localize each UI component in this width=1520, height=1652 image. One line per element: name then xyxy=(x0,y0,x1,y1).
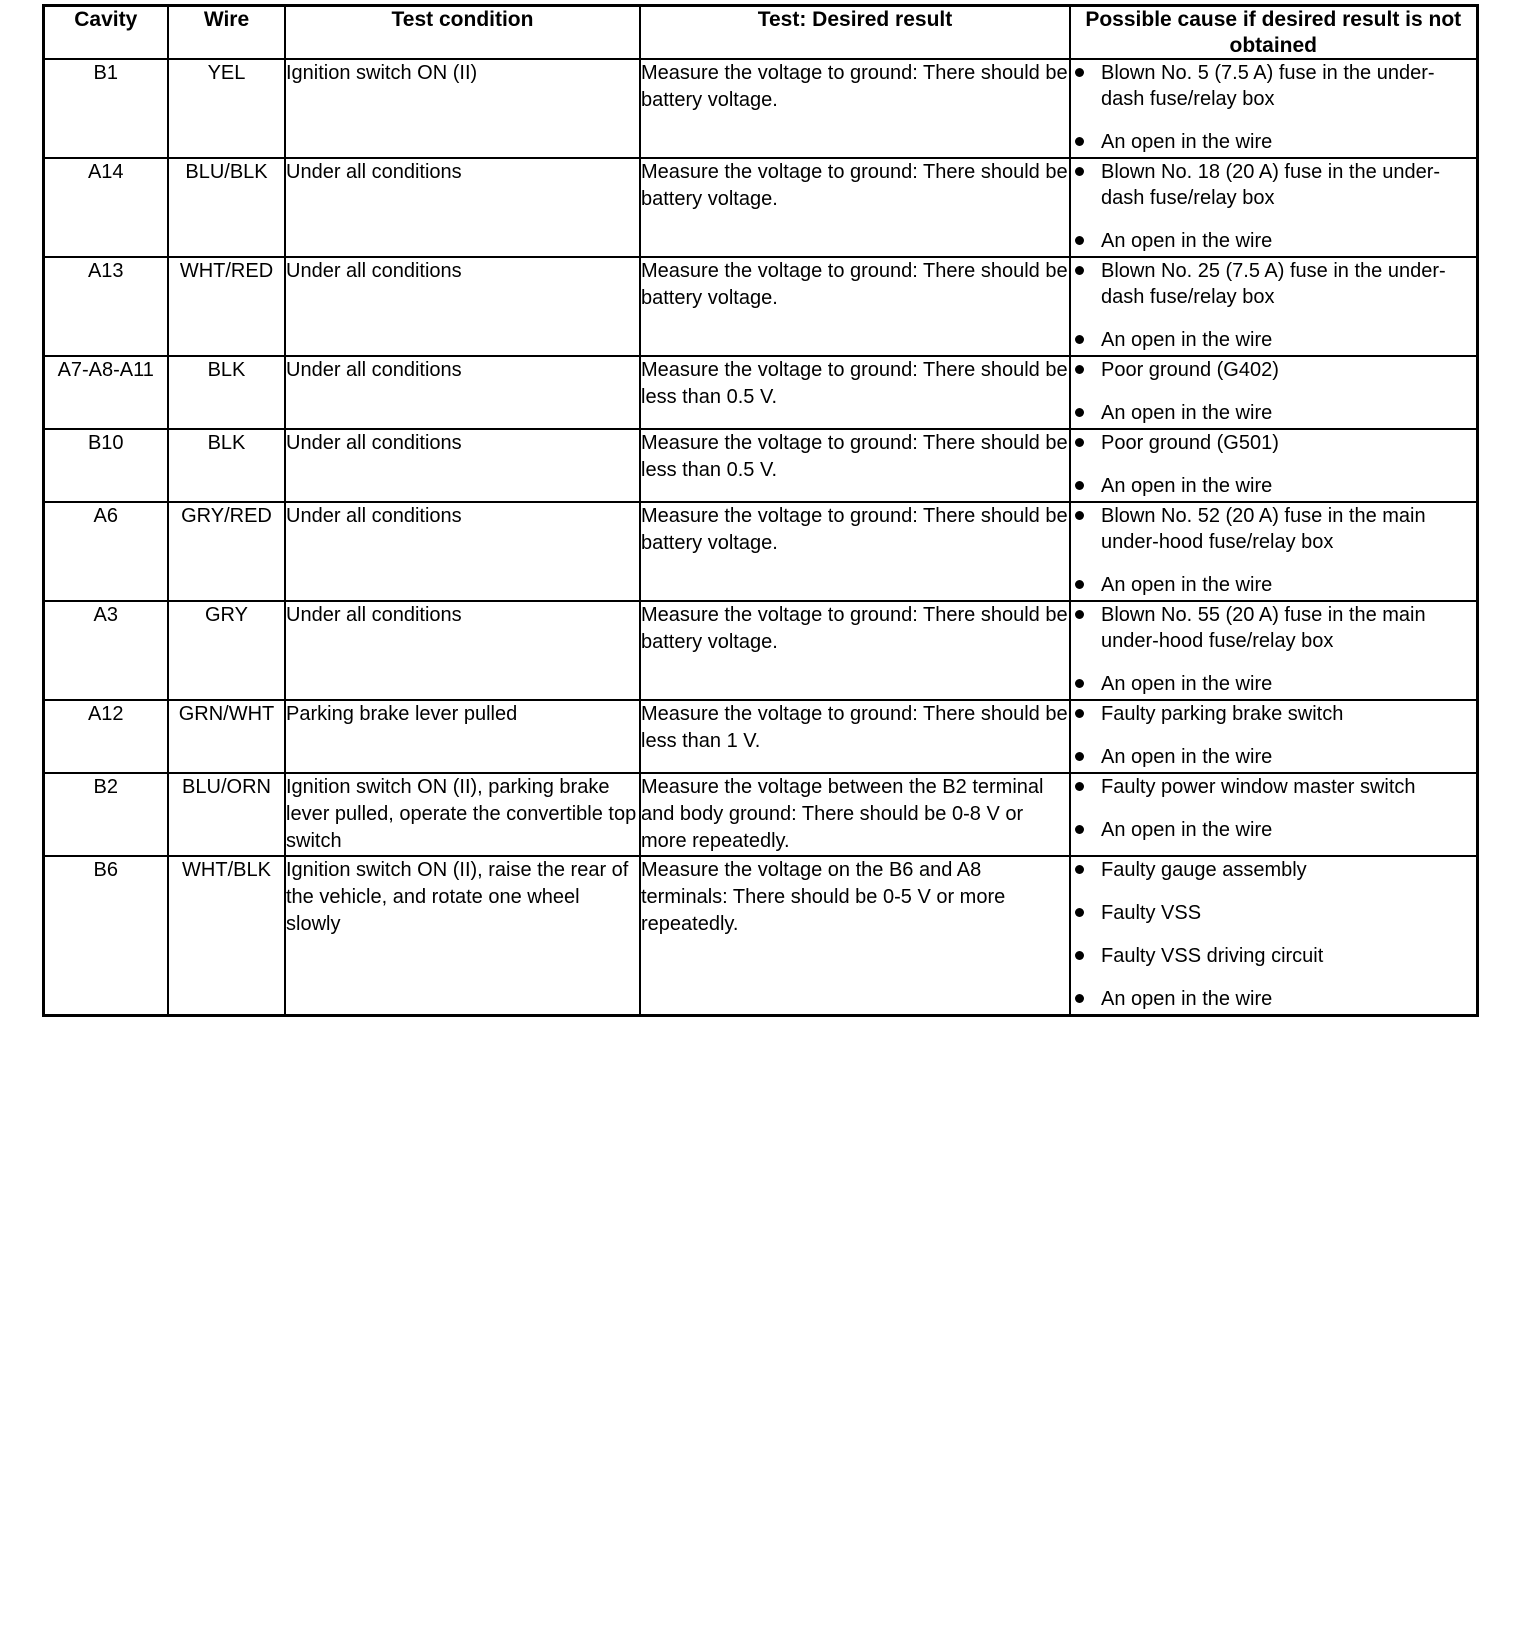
cause-item xyxy=(1071,774,1476,800)
cause-list xyxy=(1071,602,1476,697)
cell-test-desired-result: Measure the voltage to ground: There should be battery voltage. xyxy=(640,257,1070,356)
cell-test-condition: Under all conditions xyxy=(285,502,640,601)
cell-wire: WHT/BLK xyxy=(168,856,285,1016)
cell-test-desired-result: Measure the voltage to ground: There should be battery voltage. xyxy=(640,59,1070,158)
cell-possible-cause xyxy=(1070,257,1477,356)
table-row xyxy=(43,257,1477,356)
cause-list xyxy=(1071,701,1476,770)
cause-text: An open in the wire xyxy=(1101,673,1273,696)
diagnostic-table xyxy=(42,4,1479,1017)
cell-cavity: A13 xyxy=(43,257,168,356)
table-row xyxy=(43,856,1477,1016)
cell-cavity: A12 xyxy=(43,700,168,773)
bullet-icon xyxy=(1075,752,1084,761)
table-header xyxy=(43,6,1477,60)
column-header-test-desired-result: Test: Desired result xyxy=(640,6,1070,60)
bullet-icon xyxy=(1075,481,1084,490)
cause-item xyxy=(1071,986,1476,1012)
cell-wire: BLU/BLK xyxy=(168,158,285,257)
table-row xyxy=(43,59,1477,158)
cell-cavity: A3 xyxy=(43,601,168,700)
cell-cavity: A6 xyxy=(43,502,168,601)
cause-item xyxy=(1071,430,1476,456)
cell-possible-cause xyxy=(1070,158,1477,257)
column-header-possible-cause: Possible cause if desired result is not obtained xyxy=(1070,6,1477,60)
cause-text: An open in the wire xyxy=(1101,329,1273,352)
cell-possible-cause xyxy=(1070,59,1477,158)
cause-text: An open in the wire xyxy=(1101,230,1273,253)
cell-test-desired-result: Measure the voltage to ground: There should be battery voltage. xyxy=(640,601,1070,700)
cause-text: Blown No. 52 (20 A) fuse in the main under-hood fuse/relay box xyxy=(1101,505,1426,554)
column-header-cavity: Cavity xyxy=(43,6,168,60)
cause-item xyxy=(1071,602,1476,654)
cell-possible-cause xyxy=(1070,429,1477,502)
cell-possible-cause xyxy=(1070,356,1477,429)
bullet-icon xyxy=(1075,335,1084,344)
cell-wire: GRY xyxy=(168,601,285,700)
cause-text: Poor ground (G402) xyxy=(1101,359,1279,382)
cause-text: An open in the wire xyxy=(1101,746,1273,769)
cause-text: Blown No. 18 (20 A) fuse in the under-dash fuse/relay box xyxy=(1101,161,1441,210)
bullet-icon xyxy=(1075,365,1084,374)
cause-text: An open in the wire xyxy=(1101,131,1273,154)
cause-item xyxy=(1071,159,1476,211)
cell-test-condition: Ignition switch ON (II), raise the rear of the vehicle, and rotate one wheel slowly xyxy=(285,856,640,1016)
cell-test-condition: Under all conditions xyxy=(285,158,640,257)
cause-item xyxy=(1071,258,1476,310)
cause-text: Faulty VSS xyxy=(1101,902,1202,925)
cell-cavity: A7-A8-A11 xyxy=(43,356,168,429)
table-row xyxy=(43,601,1477,700)
cell-test-desired-result: Measure the voltage to ground: There should be battery voltage. xyxy=(640,502,1070,601)
cause-text: Blown No. 5 (7.5 A) fuse in the under-dash fuse/relay box xyxy=(1101,62,1435,111)
cause-text: Blown No. 55 (20 A) fuse in the main under-hood fuse/relay box xyxy=(1101,604,1426,653)
table-header-row xyxy=(43,6,1477,60)
bullet-icon xyxy=(1075,167,1084,176)
cause-item xyxy=(1071,900,1476,926)
cell-test-desired-result: Measure the voltage between the B2 terminal and body ground: There should be 0-8 V or more repeatedly. xyxy=(640,773,1070,856)
cause-text: An open in the wire xyxy=(1101,475,1273,498)
cause-item xyxy=(1071,129,1476,155)
cause-list xyxy=(1071,857,1476,1012)
cell-test-condition: Under all conditions xyxy=(285,429,640,502)
cause-list xyxy=(1071,430,1476,499)
cell-possible-cause xyxy=(1070,502,1477,601)
cause-item xyxy=(1071,817,1476,843)
cell-test-condition: Under all conditions xyxy=(285,356,640,429)
cause-item xyxy=(1071,400,1476,426)
table-row xyxy=(43,356,1477,429)
cell-test-condition: Ignition switch ON (II) xyxy=(285,59,640,158)
cause-item xyxy=(1071,744,1476,770)
cause-list xyxy=(1071,258,1476,353)
cause-item xyxy=(1071,943,1476,969)
bullet-icon xyxy=(1075,679,1084,688)
cell-test-desired-result: Measure the voltage to ground: There should be less than 0.5 V. xyxy=(640,356,1070,429)
cell-test-desired-result: Measure the voltage to ground: There should be less than 1 V. xyxy=(640,700,1070,773)
bullet-icon xyxy=(1075,709,1084,718)
cause-text: An open in the wire xyxy=(1101,988,1273,1011)
cause-item xyxy=(1071,503,1476,555)
cause-item xyxy=(1071,357,1476,383)
table-row xyxy=(43,158,1477,257)
bullet-icon xyxy=(1075,236,1084,245)
bullet-icon xyxy=(1075,782,1084,791)
bullet-icon xyxy=(1075,951,1084,960)
cell-wire: GRN/WHT xyxy=(168,700,285,773)
cell-cavity: B6 xyxy=(43,856,168,1016)
cell-test-condition: Parking brake lever pulled xyxy=(285,700,640,773)
bullet-icon xyxy=(1075,908,1084,917)
table-row xyxy=(43,773,1477,856)
bullet-icon xyxy=(1075,408,1084,417)
table-row xyxy=(43,502,1477,601)
cause-text: Poor ground (G501) xyxy=(1101,432,1279,455)
cell-possible-cause xyxy=(1070,700,1477,773)
cell-wire: YEL xyxy=(168,59,285,158)
cell-cavity: B10 xyxy=(43,429,168,502)
table-row xyxy=(43,429,1477,502)
bullet-icon xyxy=(1075,266,1084,275)
cell-test-desired-result: Measure the voltage to ground: There should be less than 0.5 V. xyxy=(640,429,1070,502)
cause-item xyxy=(1071,327,1476,353)
cell-wire: BLU/ORN xyxy=(168,773,285,856)
cell-wire: BLK xyxy=(168,356,285,429)
table-body xyxy=(43,59,1477,1016)
cause-text: Faulty gauge assembly xyxy=(1101,859,1307,882)
cause-text: Faulty VSS driving circuit xyxy=(1101,945,1324,968)
cause-text: An open in the wire xyxy=(1101,574,1273,597)
bullet-icon xyxy=(1075,994,1084,1003)
cause-text: Blown No. 25 (7.5 A) fuse in the under-dash fuse/relay box xyxy=(1101,260,1446,309)
cause-item xyxy=(1071,228,1476,254)
cell-wire: BLK xyxy=(168,429,285,502)
cell-test-condition: Under all conditions xyxy=(285,601,640,700)
bullet-icon xyxy=(1075,610,1084,619)
cell-possible-cause xyxy=(1070,601,1477,700)
bullet-icon xyxy=(1075,511,1084,520)
cause-list xyxy=(1071,159,1476,254)
column-header-wire: Wire xyxy=(168,6,285,60)
cause-item xyxy=(1071,701,1476,727)
bullet-icon xyxy=(1075,825,1084,834)
cell-test-desired-result: Measure the voltage to ground: There should be battery voltage. xyxy=(640,158,1070,257)
cause-list xyxy=(1071,503,1476,598)
table-row xyxy=(43,700,1477,773)
cause-text: Faulty power window master switch xyxy=(1101,776,1416,799)
cell-wire: WHT/RED xyxy=(168,257,285,356)
cell-test-condition: Ignition switch ON (II), parking brake lever pulled, operate the convertible top switch xyxy=(285,773,640,856)
cause-list xyxy=(1071,357,1476,426)
cause-item xyxy=(1071,60,1476,112)
cell-test-desired-result: Measure the voltage on the B6 and A8 terminals: There should be 0-5 V or more repeatedly. xyxy=(640,856,1070,1016)
cause-item xyxy=(1071,671,1476,697)
bullet-icon xyxy=(1075,438,1084,447)
cause-text: An open in the wire xyxy=(1101,819,1273,842)
cell-cavity: B1 xyxy=(43,59,168,158)
bullet-icon xyxy=(1075,68,1084,77)
cell-possible-cause xyxy=(1070,773,1477,856)
bullet-icon xyxy=(1075,137,1084,146)
cause-text: Faulty parking brake switch xyxy=(1101,703,1344,726)
cell-wire: GRY/RED xyxy=(168,502,285,601)
cell-cavity: A14 xyxy=(43,158,168,257)
bullet-icon xyxy=(1075,580,1084,589)
column-header-test-condition: Test condition xyxy=(285,6,640,60)
cell-cavity: B2 xyxy=(43,773,168,856)
cell-test-condition: Under all conditions xyxy=(285,257,640,356)
cell-possible-cause xyxy=(1070,856,1477,1016)
cause-item xyxy=(1071,857,1476,883)
bullet-icon xyxy=(1075,865,1084,874)
cause-text: An open in the wire xyxy=(1101,402,1273,425)
cause-item xyxy=(1071,572,1476,598)
cause-list xyxy=(1071,774,1476,843)
cause-item xyxy=(1071,473,1476,499)
cause-list xyxy=(1071,60,1476,155)
